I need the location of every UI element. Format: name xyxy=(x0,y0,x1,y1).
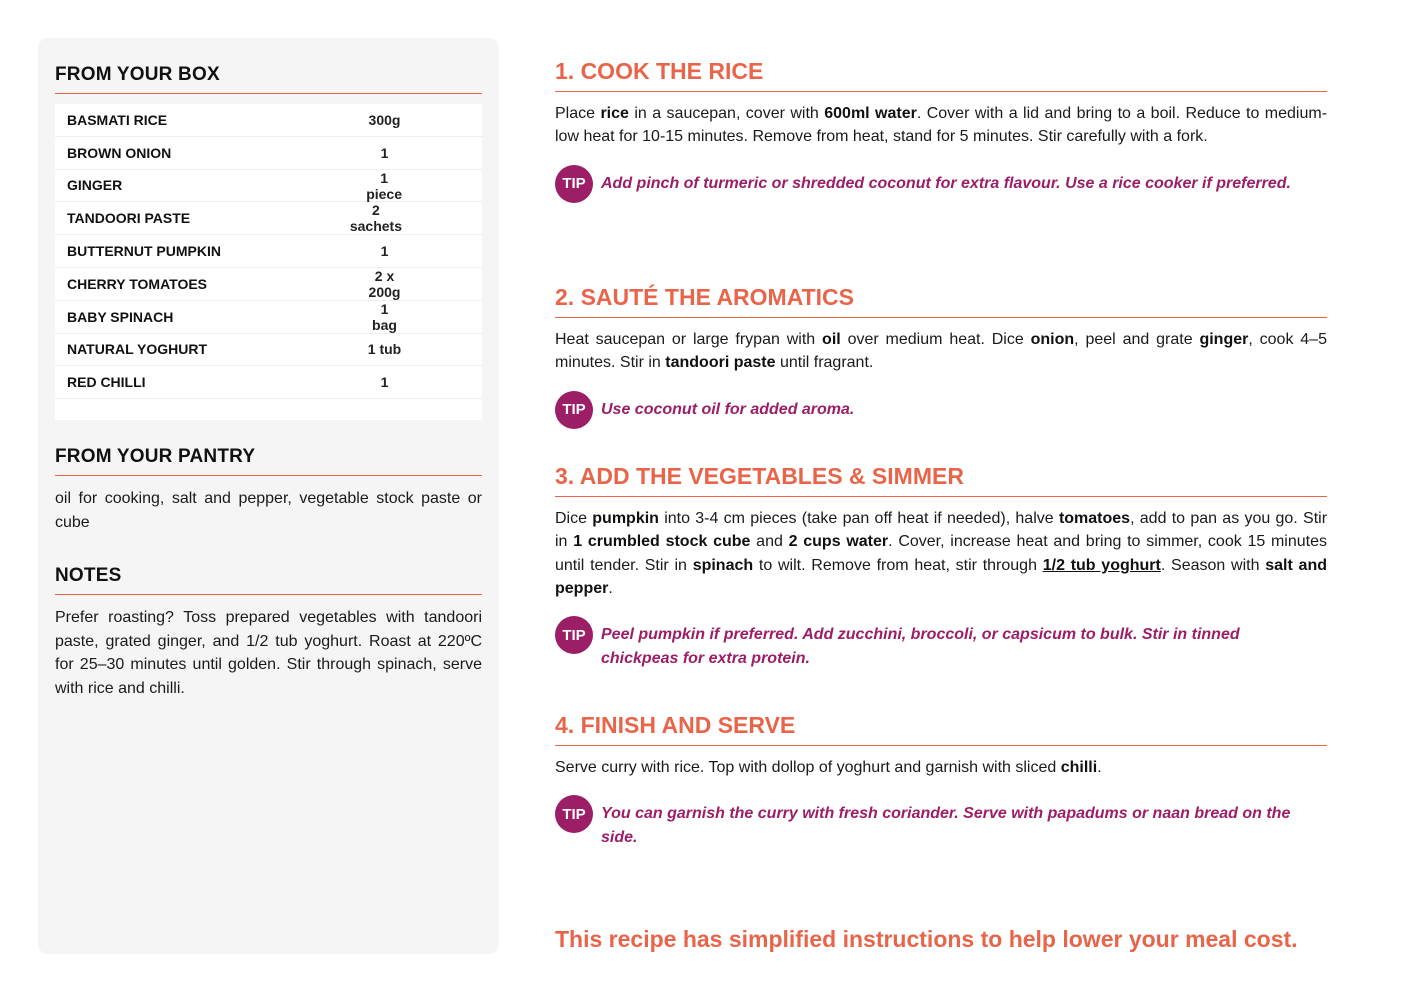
from-your-pantry-heading: FROM YOUR PANTRY xyxy=(55,446,482,476)
ingredient-name: NATURAL YOGHURT xyxy=(67,341,207,358)
step-1 xyxy=(555,58,1327,203)
ingredient-name: GINGER xyxy=(67,177,123,194)
instruction-text: Dice xyxy=(555,510,593,527)
ingredient-highlight: ginger xyxy=(1199,331,1249,348)
tip-callout xyxy=(555,795,1327,849)
step-instructions xyxy=(555,507,1327,600)
ingredient-row xyxy=(55,334,482,367)
ingredient-highlight: 600ml water xyxy=(824,105,917,122)
footer-note: This recipe has simplified instructions to help lower your meal cost. xyxy=(555,926,1298,952)
ingredient-qty: 1 piece xyxy=(366,169,403,202)
instruction-text: until fragrant. xyxy=(775,354,874,372)
instruction-text: . Cover with a lid and bring to a boil. Reduce to medium-low heat for 10-15 minutes. Remove from heat, stand for 5 minutes. Stir carefully with a fork. xyxy=(555,105,1328,146)
step-instructions xyxy=(555,328,1327,375)
ingredients-sidebar xyxy=(38,38,499,954)
step-instructions xyxy=(555,102,1327,149)
instruction-text: , peel and grate xyxy=(1074,331,1200,348)
ingredient-name: BUTTERNUT PUMPKIN xyxy=(67,243,221,260)
ingredient-qty: 1 xyxy=(380,243,389,260)
tip-badge-icon: TIP xyxy=(555,391,593,429)
instruction-text: Place xyxy=(555,105,601,122)
tip-badge-icon: TIP xyxy=(555,616,593,654)
pantry-text: oil for cooking, salt and pepper, vegetable stock paste or cube xyxy=(55,490,482,531)
ingredient-highlight: spinach xyxy=(692,556,754,574)
ingredient-qty: 300g xyxy=(368,111,401,128)
ingredient-qty: 1 tub xyxy=(367,341,402,358)
step-2 xyxy=(555,284,1327,429)
ingredient-highlight: chilli xyxy=(1060,759,1098,776)
tip-badge-icon: TIP xyxy=(555,165,593,203)
notes-section xyxy=(55,565,482,700)
from-your-pantry-section xyxy=(55,446,482,534)
ingredient-row xyxy=(55,137,482,170)
ingredient-qty: 1 xyxy=(380,144,389,161)
instruction-text: . Season with xyxy=(1160,556,1266,574)
ingredient-highlight: oil xyxy=(822,331,841,348)
ingredient-highlight: rice xyxy=(600,105,629,122)
tip-text: Peel pumpkin if preferred. Add zucchini, broccoli, or capsicum to bulk. Stir in tinned chickpeas for extra protein. xyxy=(601,626,1240,667)
instruction-text: . Cover, increase heat and bring to simmer, cook 15 minutes until tender. Stir in xyxy=(555,533,1328,574)
ingredient-row xyxy=(55,301,482,334)
ingredient-highlight: tomatoes xyxy=(1058,510,1131,527)
ingredient-name: BABY SPINACH xyxy=(67,308,174,325)
tip-callout xyxy=(555,616,1327,670)
ingredient-row xyxy=(55,202,482,235)
ingredient-highlight: tandoori paste xyxy=(665,354,776,372)
ingredient-highlight: pumpkin xyxy=(592,510,659,527)
ingredient-name: CHERRY TOMATOES xyxy=(67,275,208,292)
instruction-text: Heat saucepan or large frypan with xyxy=(555,331,823,348)
tip-badge-icon: TIP xyxy=(555,795,593,833)
tip-callout xyxy=(555,391,1327,429)
ingredient-name: BASMATI RICE xyxy=(67,111,168,128)
ingredient-row xyxy=(55,104,482,137)
ingredient-qty: 1 bag xyxy=(372,300,397,333)
ingredient-name: TANDOORI PASTE xyxy=(67,210,191,227)
notes-heading: NOTES xyxy=(55,565,482,595)
step-heading: 3. ADD THE VEGETABLES & SIMMER xyxy=(555,463,1327,497)
tip-callout xyxy=(555,165,1327,203)
tip-text: Use coconut oil for added aroma. xyxy=(601,400,855,418)
step-3 xyxy=(555,463,1327,670)
ingredient-qty: 1 xyxy=(380,374,389,391)
ingredient-highlight: 2 cups water xyxy=(788,533,889,551)
notes-text: Prefer roasting? Toss prepared vegetables with tandoori paste, grated ginger, and 1/2 tub yoghurt. Roast at 220ºC for 25–30 minutes until golden. Stir through spinach, serve with rice and chilli. xyxy=(55,609,482,697)
instruction-text: and xyxy=(750,533,789,551)
tip-text: Add pinch of turmeric or shredded coconut for extra flavour. Use a rice cooker if preferred. xyxy=(601,174,1291,192)
from-your-box-heading: FROM YOUR BOX xyxy=(55,64,482,94)
ingredient-row xyxy=(55,170,482,203)
instruction-text: , cook 4–5 minutes. Stir in xyxy=(555,331,1327,372)
instruction-text: . xyxy=(1097,759,1102,776)
ingredient-name: RED CHILLI xyxy=(67,374,146,391)
ingredient-highlight: onion xyxy=(1030,331,1075,348)
ingredient-qty: 2 x 200g xyxy=(368,267,401,300)
instruction-text: over medium heat. Dice xyxy=(840,331,1031,348)
step-heading: 4. FINISH AND SERVE xyxy=(555,712,1327,746)
step-heading: 1. COOK THE RICE xyxy=(555,58,1327,92)
ingredient-highlight: salt and pepper xyxy=(555,556,1328,597)
ingredients-table xyxy=(55,104,482,420)
ingredient-row xyxy=(55,366,482,399)
ingredient-highlight: 1/2 tub yoghurt xyxy=(1042,556,1161,574)
ingredient-highlight: 1 crumbled stock cube xyxy=(573,533,751,551)
ingredient-qty: 2 sachets xyxy=(349,202,403,235)
ingredient-row xyxy=(55,235,482,268)
instruction-text: into 3-4 cm pieces (take pan off heat if needed), halve xyxy=(658,510,1059,527)
tip-text: You can garnish the curry with fresh coriander. Serve with papadums or naan bread on the side. xyxy=(601,805,1291,846)
instruction-text: Serve curry with rice. Top with dollop of yoghurt and garnish with sliced xyxy=(555,759,1061,776)
instruction-text: in a saucepan, cover with xyxy=(628,105,825,122)
from-your-box-section xyxy=(55,64,482,420)
instruction-text: . xyxy=(608,579,613,597)
instruction-text: , add to pan as you go. Stir in xyxy=(555,510,1328,551)
step-heading: 2. SAUTÉ THE AROMATICS xyxy=(555,284,1327,318)
instruction-text: to wilt. Remove from heat, stir through xyxy=(753,556,1043,574)
ingredient-row xyxy=(55,268,482,301)
ingredient-name: BROWN ONION xyxy=(67,144,172,161)
step-4 xyxy=(555,712,1327,849)
step-instructions xyxy=(555,756,1327,779)
